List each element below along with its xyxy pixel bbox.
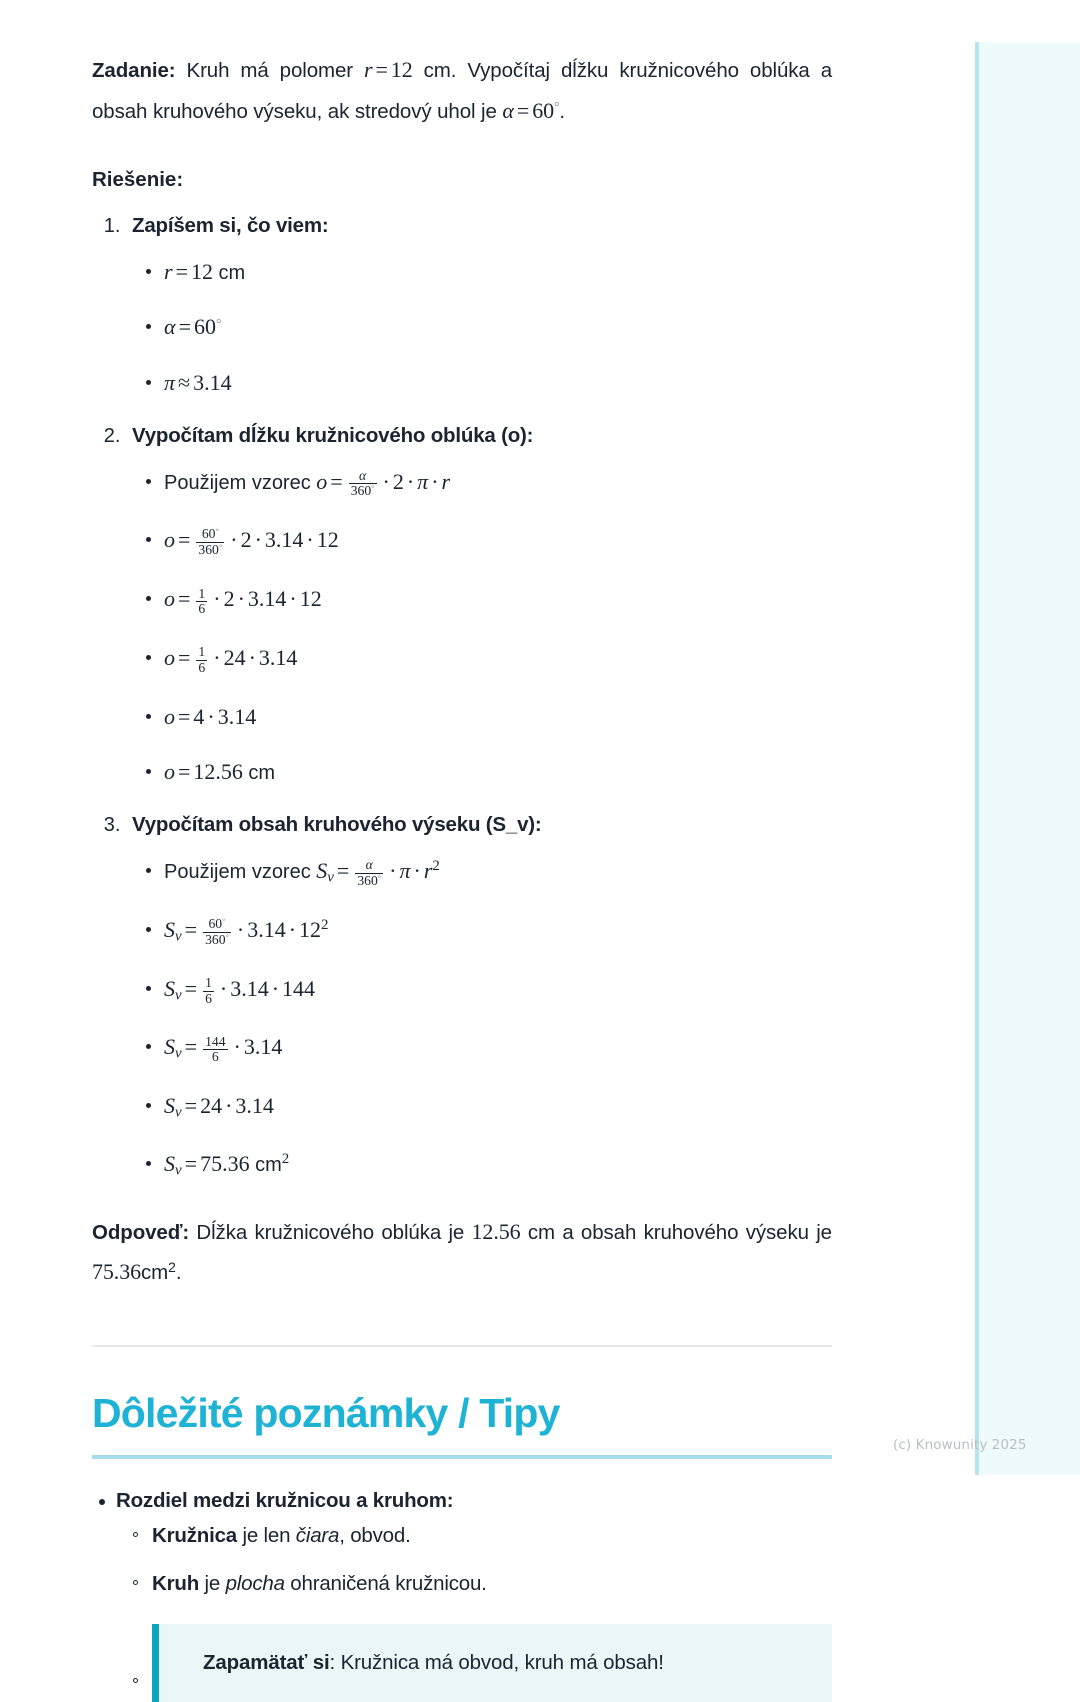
callout-label: Zapamätať si (203, 1650, 330, 1674)
alpha-symbol: α (164, 314, 176, 340)
subtip-mid: je (199, 1572, 226, 1596)
subtip-kruznica (152, 1522, 832, 1550)
fraction-1-over-6: $\frac{1}{6}$ (205, 974, 212, 1006)
arc-formula-line (164, 468, 832, 500)
alpha-value: 60 (193, 314, 216, 340)
answer-unit-superscript: 2 (168, 1259, 176, 1276)
fraction-alpha-over-360: $\frac{\alpha}{360^\circ}$ (357, 857, 382, 889)
pi-approx: ≈ (178, 370, 191, 395)
answer-paragraph (92, 1212, 832, 1294)
tips-heading-rule (92, 1455, 832, 1459)
known-value-radius (164, 258, 832, 287)
degree-symbol: ° (554, 99, 560, 115)
answer-text-2: a obsah kruhového výseku je (562, 1220, 832, 1244)
copyright-watermark: (c) Knowunity 2025 (893, 1437, 1027, 1453)
subtip-term: Kružnica (152, 1524, 237, 1548)
sector-step-line-4: $S_v = 24 \cdot 3.14$ (164, 1092, 832, 1123)
answer-unit-2: cm (141, 1261, 169, 1285)
pi-value: 3.14 (193, 370, 232, 395)
known-value-angle (164, 313, 832, 342)
subtip-tail: ohraničená kružnicou. (284, 1572, 487, 1596)
arc-step-line-3: o = $\frac{1}{6}$ · 24 · 3.14 (164, 644, 832, 676)
sector-step-line-3: $S_v$ = $\frac{144}{6}$ · 3.14 (164, 1033, 832, 1065)
right-edge-decorative-panel (975, 42, 1080, 1475)
problem-period: . (559, 99, 565, 123)
answer-period: . (175, 1261, 182, 1285)
arc-step-line-4: o = 4 · 3.14 (164, 703, 832, 732)
sector-step-line-2: $S_v$ = $\frac{1}{6}$ · 3.14 · 144 (164, 975, 832, 1007)
arc-step-line-1: o = $\frac{60^\circ}{360^\circ}$ · 2 · 3.14 · 12 (164, 526, 832, 558)
problem-radius-unit: cm. (423, 59, 457, 82)
problem-statement (92, 50, 832, 132)
tips-list (92, 1489, 832, 1702)
arc-result-line: o = 12.56 cm (164, 758, 832, 787)
tips-section-heading: Dôležité poznámky / Tipy (92, 1390, 560, 1437)
fraction-1-over-6: $\frac{1}{6}$ (198, 585, 206, 617)
step-3-title: Vypočítam obsah kruhového výseku (S_v): (132, 812, 542, 836)
arc-step-line-2: o = $\frac{1}{6}$ · 2 · 3.14 · 12 (164, 585, 832, 617)
subtip-emphasis: čiara (295, 1524, 340, 1548)
r-symbol: r (164, 258, 173, 284)
formula-prefix: Použijem vzorec (164, 860, 311, 883)
fraction-60-over-360: $\frac{60^\circ}{360^\circ}$ (205, 915, 229, 947)
subtip-kruh (152, 1570, 832, 1598)
answer-label: Odpoveď: (92, 1220, 190, 1244)
tip-subitems (116, 1522, 832, 1702)
formula-prefix: Použijem vzorec (164, 471, 311, 494)
r-unit: cm (218, 261, 246, 284)
subtip-mid: je len (236, 1524, 296, 1548)
fraction-1-over-6: $\frac{1}{6}$ (198, 644, 206, 676)
step-2-items (132, 468, 832, 787)
angle-value: 60 (532, 97, 554, 123)
fraction-alpha-over-360: $\frac{\alpha}{360^\circ}$ (350, 467, 375, 499)
radius-equals: = (375, 57, 388, 82)
callout-text: : Kružnica má obvod, kruh má obsah! (329, 1650, 664, 1674)
r-equals: = (175, 258, 188, 284)
subtip-tail: , obvod. (339, 1524, 411, 1548)
section-divider (92, 1345, 832, 1347)
angle-equals: = (516, 97, 530, 123)
step-3-items (132, 857, 832, 1182)
answer-sector-value: 75.36 (92, 1259, 142, 1285)
problem-text-middle: Vypočítaj dĺžku kružnicového oblúka a obsah kruhového výseku, ak stredový uhol je (92, 59, 832, 123)
sector-result-line: $S_v = 75.36$ $cm^2$ (164, 1150, 832, 1181)
sector-step-line-1: $S_v$ = $\frac{60^\circ}{360^\circ}$ · $3.14 \cdot 12^2$ (164, 916, 832, 948)
degree-symbol: ° (215, 315, 222, 331)
fraction-144-over-6: $\frac{144}{6}$ (205, 1033, 226, 1065)
answer-text-1: Dĺžka kružnicového oblúka je (196, 1220, 465, 1244)
step-1-title: Zapíšem si, čo viem: (132, 213, 329, 237)
answer-unit-1: cm (527, 1220, 555, 1244)
problem-text-before: Kruh má polomer (186, 59, 354, 82)
arc-formula: o = $\frac{\alpha}{360^\circ}$ · 2 · π · r (316, 467, 451, 499)
radius-variable: r (364, 57, 373, 82)
solution-steps-list (92, 214, 832, 1182)
step-3 (126, 813, 832, 1182)
remember-callout (152, 1624, 832, 1702)
angle-variable: α (502, 97, 514, 123)
r-value: 12 (190, 258, 213, 284)
subtip-term: Kruh (152, 1572, 200, 1596)
tip-item-title: Rozdiel medzi kružnicou a kruhom: (116, 1489, 454, 1513)
problem-angle-expression (502, 98, 559, 123)
radius-value: 12 (390, 57, 413, 82)
step-1 (126, 214, 832, 398)
step-1-items (132, 258, 832, 398)
subtip-callout-wrapper (152, 1624, 832, 1702)
pi-symbol: π (164, 370, 176, 395)
problem-radius-expression (364, 57, 413, 82)
subtip-emphasis: plocha (225, 1572, 285, 1596)
known-value-pi (164, 369, 832, 398)
document-page (92, 50, 832, 1702)
fraction-60-over-360: $\frac{60^\circ}{360^\circ}$ (198, 526, 223, 558)
problem-label: Zadanie: (92, 59, 176, 82)
solution-heading: Riešenie: (92, 167, 184, 191)
sector-formula: $S_v$ = $\frac{\alpha}{360^\circ}$ · $\pi \cdot r^2$ (316, 857, 440, 889)
sector-formula-line (164, 857, 832, 889)
tip-item (116, 1489, 832, 1702)
answer-arc-value: 12.56 (471, 1218, 521, 1244)
alpha-equals: = (178, 314, 191, 340)
step-2 (126, 424, 832, 787)
step-2-title: Vypočítam dĺžku kružnicového oblúka (o): (132, 423, 534, 447)
